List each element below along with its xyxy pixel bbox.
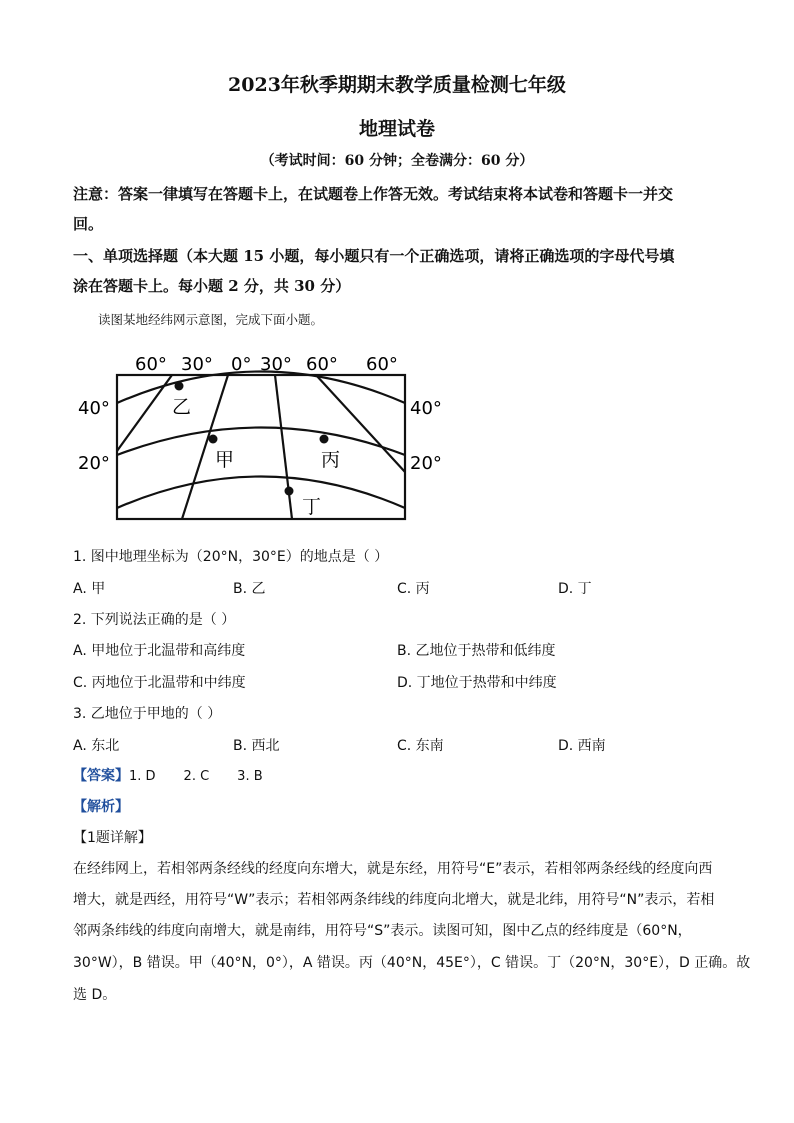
notice-line-1: 注意：答案一律填写在答题卡上，在试题卷上作答无效。考试结束将本试卷和答题卡一并交 <box>73 185 674 203</box>
exam-title: 2023年秋季期期末教学质量检测七年级 <box>228 74 566 96</box>
analysis-line-5: 选 D。 <box>73 987 117 1003</box>
top-label-30e: 30° <box>260 354 292 375</box>
analysis-line-1: 在经纬网上，若相邻两条经线的经度向东增大，就是东经，用符号“E”表示，若相邻两条经线的经度向西 <box>73 861 713 877</box>
point-jia-marker <box>209 435 218 444</box>
question-2-option-c: C. 丙地位于北温带和中纬度 <box>73 675 246 691</box>
latitude-line-20 <box>117 477 405 509</box>
question-1-option-a: A. 甲 <box>73 581 106 597</box>
top-label-60w: 60° <box>135 354 167 375</box>
latitude-line-60 <box>117 372 405 404</box>
analysis-label: 【解析】 <box>73 799 129 815</box>
figure-instruction: 读图某地经纬网示意图，完成下面小题。 <box>98 312 324 327</box>
analysis-line-4: 30°W），B 错误。甲（40°N，0°），A 错误。丙（40°N，45E°），C 错误。丁（20°N，30°E），D 正确。故 <box>73 955 751 971</box>
graticule-figure <box>70 345 460 525</box>
top-label-60e: 60° <box>306 354 338 375</box>
q1-detail-label: 【1题详解】 <box>73 830 152 846</box>
question-3-option-c: C. 东南 <box>397 738 444 754</box>
question-3-option-d: D. 西南 <box>558 738 606 754</box>
point-ding-marker <box>285 487 294 496</box>
right-label-20: 20° <box>410 453 442 474</box>
left-label-40: 40° <box>78 398 110 419</box>
question-3-stem: 3. 乙地位于甲地的（ ） <box>73 706 222 722</box>
meridian-0 <box>275 375 292 519</box>
latitude-line-40 <box>117 428 405 456</box>
question-3-option-b: B. 西北 <box>233 738 280 754</box>
answer-label: 【答案】 <box>73 768 129 784</box>
point-label-yi: 乙 <box>172 396 192 418</box>
point-label-ding: 丁 <box>302 496 322 518</box>
answer-item-2: 2. C <box>183 769 210 784</box>
question-2-option-d: D. 丁地位于热带和中纬度 <box>397 675 557 691</box>
question-1-option-b: B. 乙 <box>233 581 266 597</box>
question-1-stem: 1. 图中地理坐标为（20°N，30°E）的地点是（ ） <box>73 549 389 565</box>
exam-info: （考试时间：60 分钟；全卷满分：60 分） <box>260 153 534 169</box>
question-2-option-b: B. 乙地位于热带和低纬度 <box>397 643 556 659</box>
analysis-line-3: 邻两条纬线的纬度向南增大，就是南纬，用符号“S”表示。读图可知，图中乙点的经纬度是（60°N， <box>73 923 692 939</box>
point-yi-marker <box>175 382 184 391</box>
question-1-option-d: D. 丁 <box>558 581 592 597</box>
question-2-option-a: A. 甲地位于北温带和高纬度 <box>73 643 246 659</box>
top-label-0: 0° <box>231 354 252 375</box>
top-label-60n: 60° <box>366 354 398 375</box>
question-2-stem: 2. 下列说法正确的是（ ） <box>73 612 236 628</box>
exam-subject: 地理试卷 <box>358 118 435 140</box>
section-heading-line-2: 涂在答题卡上。每小题 2 分，共 30 分） <box>73 277 351 295</box>
notice-line-2: 回。 <box>73 215 104 233</box>
right-label-40: 40° <box>410 398 442 419</box>
point-label-bing: 丙 <box>321 449 341 471</box>
question-3-option-a: A. 东北 <box>73 738 120 754</box>
question-1-option-c: C. 丙 <box>397 581 430 597</box>
section-heading-line-1: 一、单项选择题（本大题 15 小题，每小题只有一个正确选项，请将正确选项的字母代号填 <box>73 247 675 265</box>
analysis-line-2: 增大，就是西经，用符号“W”表示；若相邻两条纬线的纬度向北增大，就是北纬，用符号“N”表示，若相 <box>73 892 715 908</box>
top-label-30w: 30° <box>181 354 213 375</box>
map-frame <box>117 375 405 519</box>
point-label-jia: 甲 <box>215 449 235 471</box>
answer-item-3: 3. B <box>237 769 263 784</box>
answer-row <box>73 765 263 785</box>
answer-item-1: 1. D <box>129 769 156 784</box>
left-label-20: 20° <box>78 453 110 474</box>
point-bing-marker <box>320 435 329 444</box>
